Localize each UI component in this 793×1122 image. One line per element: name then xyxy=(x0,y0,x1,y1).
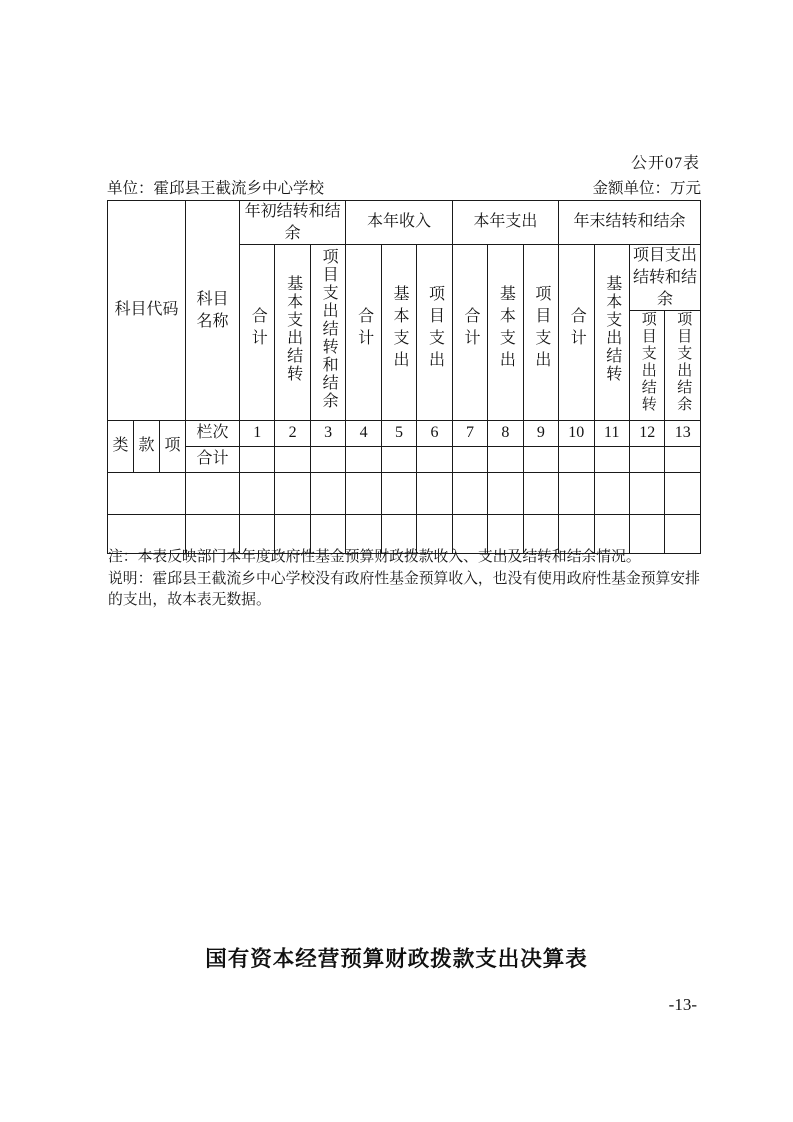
empty-cell xyxy=(417,447,452,473)
empty-cell xyxy=(275,473,310,515)
column-number: 1 xyxy=(240,421,275,447)
column-number: 11 xyxy=(594,421,629,447)
empty-data-row xyxy=(108,473,701,515)
note-line-1: 注：本表反映部门本年度政府性基金预算财政拨款收入、支出及结转和结余情况。 xyxy=(108,549,641,565)
column-number: 8 xyxy=(488,421,523,447)
column-number: 13 xyxy=(665,421,701,447)
empty-cell xyxy=(240,447,275,473)
column-number: 7 xyxy=(452,421,487,447)
empty-cell xyxy=(381,473,416,515)
column-number: 3 xyxy=(310,421,345,447)
empty-cell xyxy=(594,473,629,515)
column-number: 5 xyxy=(381,421,416,447)
page-number: -13- xyxy=(668,995,697,1014)
empty-cell xyxy=(559,473,594,515)
subgroup-header-end-project: 项目支出结转和结余 xyxy=(629,245,700,311)
empty-name-cell xyxy=(186,473,240,515)
column-number: 12 xyxy=(629,421,664,447)
col-header-income-total: 合计 xyxy=(346,245,381,421)
code-subcol-section: 款 xyxy=(134,421,160,473)
code-subcol-item: 项 xyxy=(160,421,186,473)
empty-cell xyxy=(452,473,487,515)
empty-cell xyxy=(346,447,381,473)
amount-unit-label: 金额单位：万元 xyxy=(592,180,701,197)
empty-cell xyxy=(488,473,523,515)
empty-cell xyxy=(629,447,664,473)
empty-cell xyxy=(275,447,310,473)
subject-name-header: 科目名称 xyxy=(186,201,240,421)
empty-cell xyxy=(310,447,345,473)
group-header-year-income: 本年收入 xyxy=(346,201,452,245)
col-header-income-project: 项目支出 xyxy=(417,245,452,421)
empty-cell xyxy=(665,473,701,515)
col-header-begin-project-carryover-balance: 项目支出结转和结余 xyxy=(310,245,345,421)
empty-cell xyxy=(523,473,558,515)
fund-budget-table xyxy=(107,200,701,554)
column-number: 10 xyxy=(559,421,594,447)
col-header-expense-basic: 基本支出 xyxy=(488,245,523,421)
column-number: 9 xyxy=(523,421,558,447)
col-header-end-project-carryover: 项目支出结转 xyxy=(629,311,664,421)
col-header-expense-total: 合计 xyxy=(452,245,487,421)
code-subcol-category: 类 xyxy=(108,421,134,473)
section-title: 国有资本经营预算财政拨款支出决算表 xyxy=(205,947,588,971)
total-row-label: 合计 xyxy=(186,447,240,473)
empty-cell xyxy=(310,473,345,515)
empty-cell xyxy=(629,473,664,515)
col-header-begin-basic-carryover: 基本支出结转 xyxy=(275,245,310,421)
empty-cell xyxy=(381,447,416,473)
unit-label: 单位：霍邱县王截流乡中心学校 xyxy=(107,180,325,197)
empty-cell xyxy=(665,447,701,473)
empty-cell xyxy=(452,447,487,473)
col-header-end-project-balance: 项目支出结余 xyxy=(665,311,701,421)
column-number: 6 xyxy=(417,421,452,447)
lanci-label: 栏次 xyxy=(186,421,240,447)
subject-code-header: 科目代码 xyxy=(108,201,186,421)
column-number: 2 xyxy=(275,421,310,447)
col-header-end-total: 合计 xyxy=(559,245,594,421)
empty-cell xyxy=(240,473,275,515)
header-group-row xyxy=(108,201,701,245)
group-header-year-expense: 本年支出 xyxy=(452,201,558,245)
table-meta-row xyxy=(107,176,701,198)
total-row xyxy=(108,447,701,473)
column-number-row xyxy=(108,421,701,447)
group-header-begin-year: 年初结转和结余 xyxy=(240,201,346,245)
col-header-end-basic-carryover: 基本支出结转 xyxy=(594,245,629,421)
col-header-income-basic: 基本支出 xyxy=(381,245,416,421)
empty-cell xyxy=(346,473,381,515)
form-label: 公开07表 xyxy=(630,155,700,172)
empty-cell xyxy=(559,447,594,473)
col-header-expense-project: 项目支出 xyxy=(523,245,558,421)
note-line-2: 说明：霍邱县王截流乡中心学校没有政府性基金预算收入，也没有使用政府性基金预算安排的支出，故本表无数据。 xyxy=(108,570,700,608)
table-notes xyxy=(108,547,705,612)
col-header-begin-total: 合计 xyxy=(240,245,275,421)
empty-code-cell xyxy=(108,473,186,515)
column-number: 4 xyxy=(346,421,381,447)
empty-cell xyxy=(488,447,523,473)
group-header-year-end: 年末结转和结余 xyxy=(559,201,701,245)
empty-cell xyxy=(417,473,452,515)
empty-cell xyxy=(523,447,558,473)
empty-cell xyxy=(594,447,629,473)
